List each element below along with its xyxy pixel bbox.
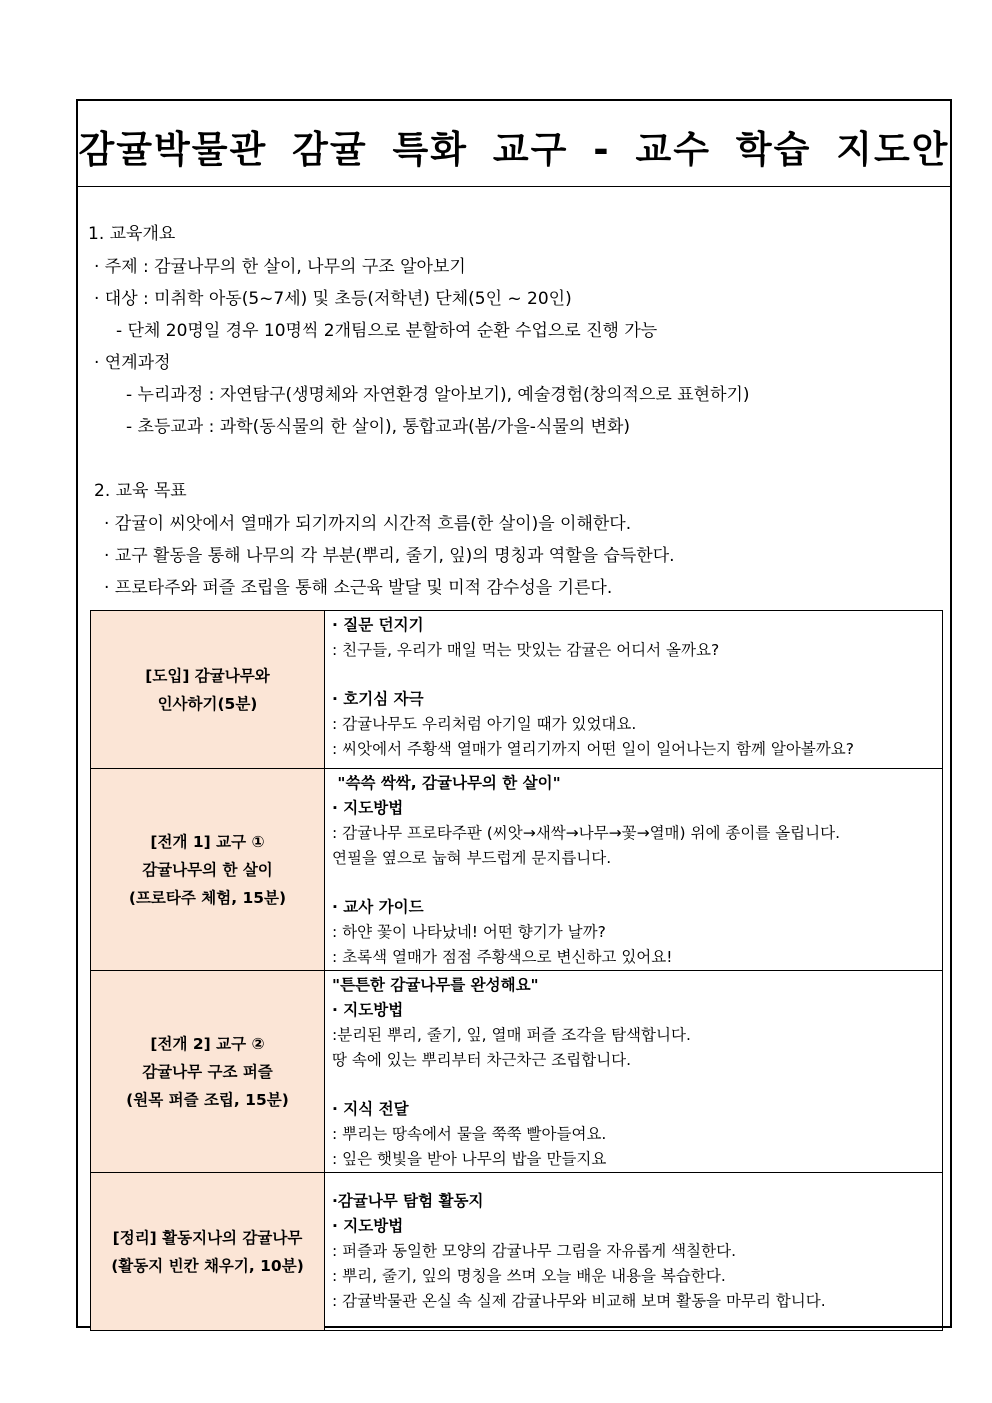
activity-line: : 친구들, 우리가 매일 먹는 맛있는 감귤은 어디서 올까요? [332, 641, 720, 659]
spacer [332, 871, 936, 895]
stage-label: [정리] 활동지나의 감귤나무 [112, 1228, 303, 1247]
stage-label: 감귤나무의 한 살이 [142, 860, 273, 879]
stage-label: (활동지 빈칸 채우기, 10분) [111, 1256, 304, 1275]
spacer [332, 1175, 936, 1189]
stage-label: 인사하기(5분) [157, 694, 258, 713]
stage-label: [전개 1] 교구 ① [150, 832, 265, 851]
stage-label: 감귤나무 구조 퍼즐 [142, 1062, 273, 1081]
activity-line: : 잎은 햇빛을 받아 나무의 밥을 만들지요 [332, 1150, 607, 1168]
activity-line: · 지도방법 [332, 1001, 404, 1019]
activity-line: : 뿌리, 줄기, 잎의 명칭을 쓰며 오늘 배운 내용을 복습한다. [332, 1267, 726, 1285]
activity-cell [325, 971, 943, 1173]
activity-line: · 지도방법 [332, 1217, 404, 1235]
activity-table [90, 610, 943, 1331]
overview-elementary: - 초등교과 : 과학(동식물의 한 살이), 통합교과(봄/가을-식물의 변화) [126, 417, 631, 437]
activity-line: ·감귤나무 탐험 활동지 [332, 1192, 484, 1210]
overview-target-note: - 단체 20명일 경우 10명씩 2개팀으로 분할하여 순환 수업으로 진행 가능 [116, 321, 658, 341]
overview-nuri: - 누리과정 : 자연탐구(생명체와 자연환경 알아보기), 예술경험(창의적으로 표현하기) [126, 385, 750, 405]
activity-line: · 호기심 자극 [332, 690, 424, 708]
activity-line: · 교사 가이드 [332, 898, 424, 916]
stage-label: [전개 2] 교구 ② [150, 1034, 265, 1053]
overview-heading: 1. 교육개요 [88, 224, 176, 244]
activity-line: 땅 속에 있는 뿌리부터 차근차근 조립합니다. [332, 1051, 632, 1069]
lesson-plan-frame [76, 99, 952, 1328]
activity-cell [325, 769, 943, 971]
stage-label: (프로타주 체험, 15분) [128, 888, 287, 907]
table-row [91, 971, 943, 1173]
page-title: 감귤박물관 감귤 특화 교구 - 교수 학습 지도안 [78, 127, 950, 171]
goals-heading: 2. 교육 목표 [94, 481, 187, 501]
activity-line: : 감귤나무도 우리처럼 아기일 때가 있었대요. [332, 715, 637, 733]
activity-line: "튼튼한 감귤나무를 완성해요" [332, 976, 539, 994]
activity-line: · 질문 던지기 [332, 616, 424, 634]
activity-line: : 하얀 꽃이 나타났네! 어떤 향기가 날까? [332, 923, 606, 941]
stage-label: (원목 퍼즐 조립, 15분) [126, 1090, 289, 1109]
goal-item: · 감귤이 씨앗에서 열매가 되기까지의 시간적 흐름(한 살이)을 이해한다. [104, 514, 632, 534]
spacer [332, 663, 936, 687]
overview-link-heading: · 연계과정 [94, 353, 171, 373]
goal-item: · 프로타주와 퍼즐 조립을 통해 소근육 발달 및 미적 감수성을 기른다. [104, 578, 613, 598]
activity-line: : 초록색 열매가 점점 주황색으로 변신하고 있어요! [332, 948, 673, 966]
activity-line: : 감귤나무 프로타주판 (씨앗→새싹→나무→꽃→열매) 위에 종이를 올립니다. [332, 824, 841, 842]
table-row [91, 611, 943, 769]
title-box [78, 101, 950, 187]
stage-label: [도입] 감귤나무와 [145, 666, 270, 685]
activity-line: :분리된 뿌리, 줄기, 잎, 열매 퍼즐 조각을 탐색합니다. [332, 1026, 691, 1044]
goal-item: · 교구 활동을 통해 나무의 각 부분(뿌리, 줄기, 잎)의 명칭과 역할을 습득한다. [104, 546, 675, 566]
spacer [332, 1073, 936, 1097]
stage-cell [91, 611, 325, 769]
activity-line: "쓱쓱 싹싹, 감귤나무의 한 살이" [332, 774, 561, 792]
table-row [91, 769, 943, 971]
activity-line: : 퍼즐과 동일한 모양의 감귤나무 그림을 자유롭게 색칠한다. [332, 1242, 736, 1260]
activity-cell [325, 611, 943, 769]
stage-cell [91, 1173, 325, 1331]
activity-line: : 씨앗에서 주황색 열매가 열리기까지 어떤 일이 일어나는지 함께 알아볼까요? [332, 740, 854, 758]
activity-cell [325, 1173, 943, 1331]
activity-line: : 뿌리는 땅속에서 물을 쭉쭉 빨아들여요. [332, 1125, 607, 1143]
activity-line: : 감귤박물관 온실 속 실제 감귤나무와 비교해 보며 활동을 마무리 합니다. [332, 1292, 826, 1310]
activity-line: 연필을 옆으로 눕혀 부드럽게 문지릅니다. [332, 849, 612, 867]
overview-target: · 대상 : 미취학 아동(5~7세) 및 초등(저학년) 단체(5인 ~ 20인) [94, 289, 572, 309]
stage-cell [91, 769, 325, 971]
overview-subject: · 주제 : 감귤나무의 한 살이, 나무의 구조 알아보기 [94, 257, 466, 277]
activity-line: · 지도방법 [332, 799, 404, 817]
table-row [91, 1173, 943, 1331]
stage-cell [91, 971, 325, 1173]
activity-line: · 지식 전달 [332, 1100, 409, 1118]
